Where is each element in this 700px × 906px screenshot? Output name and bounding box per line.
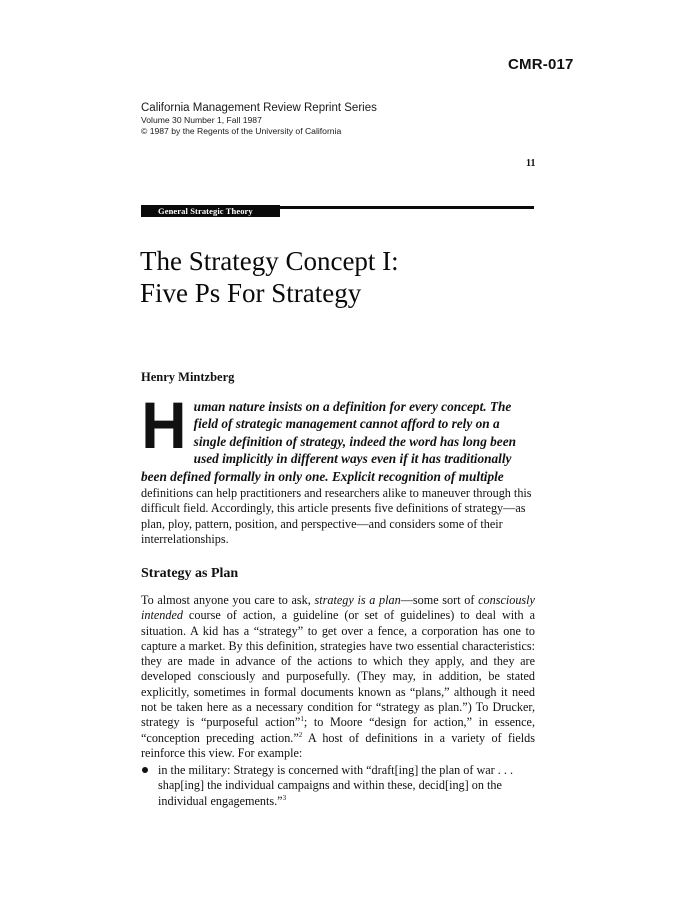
series-title: California Management Review Reprint Series <box>141 102 377 114</box>
list-item-text <box>158 763 535 809</box>
copyright-notice: © 1987 by the Regents of the University of California <box>141 126 342 136</box>
author-name: Henry Mintzberg <box>141 370 235 384</box>
emphasis: consciously intended <box>141 593 535 623</box>
text-run: To almost anyone you care to ask, <box>141 593 315 607</box>
abstract-lede: uman nature insists on a definition for every concept. The field of strategic management cannot afford to rely on a single definition of strategy, indeed the word has long been used implicitly in different ways even if it has traditionally been defined formally in only one. Explicit recognition of multiple <box>141 399 517 484</box>
footnote-ref[interactable]: 1 <box>300 715 304 724</box>
article-title <box>140 245 399 309</box>
volume-info: Volume 30 Number 1, Fall 1987 <box>141 115 262 125</box>
abstract <box>141 388 535 547</box>
section-label: General Strategic Theory <box>158 206 253 216</box>
journal-info <box>141 101 377 137</box>
page-number: 11 <box>526 158 536 169</box>
header-rule <box>280 206 534 209</box>
emphasis: strategy is a plan <box>314 593 401 607</box>
text-run: course of action, a guideline (or set of guidelines) to deal with a situation. A kid has a “strategy” to get over a fence, a corporation has one to capture a market. By this definition, strategies have two essential characteristics: they are made in advance of the actions to which they apply, and they are developed consciously and purposefully. (They may, in addition, be stated explicitly, sometimes in formal documents known as “plans,” although it need not be taken here as a necessary condition for “strategy as plan.”) To Drucker, strategy is “purposeful action” <box>141 608 535 730</box>
footnote-ref[interactable]: 3 <box>282 793 287 802</box>
text-run: in the military: Strategy is concerned with “draft[ing] the plan of war . . . shap[ing] the individual campaigns and within these, decid[ing] on the individual engagements.” <box>158 763 514 808</box>
title-line-1: The Strategy Concept I: <box>140 246 399 276</box>
document-id: CMR-017 <box>508 56 574 73</box>
section-heading: Strategy as Plan <box>141 566 239 581</box>
abstract-body: definitions can help practitioners and researchers alike to maneuver through this difficult field. Accordingly, this article presents five definitions of strategy—as plan, ploy, pattern, position, and perspective—and considers some of their interrelationships. <box>141 486 532 546</box>
list-item <box>141 763 535 809</box>
body-paragraph <box>141 593 535 761</box>
footnote-ref[interactable]: 2 <box>298 730 303 739</box>
text-run: —some sort of <box>400 593 479 607</box>
section-label-bar <box>141 205 280 217</box>
bullet-icon <box>142 767 148 773</box>
title-line-2: Five Ps For Strategy <box>140 278 362 308</box>
drop-cap: H <box>141 388 187 462</box>
text-run: ; to Moore “design for action,” in essence, “conception preceding action.” <box>141 715 536 745</box>
text-run: A host of definitions in a variety of fields reinforce this view. For example: <box>141 730 535 760</box>
